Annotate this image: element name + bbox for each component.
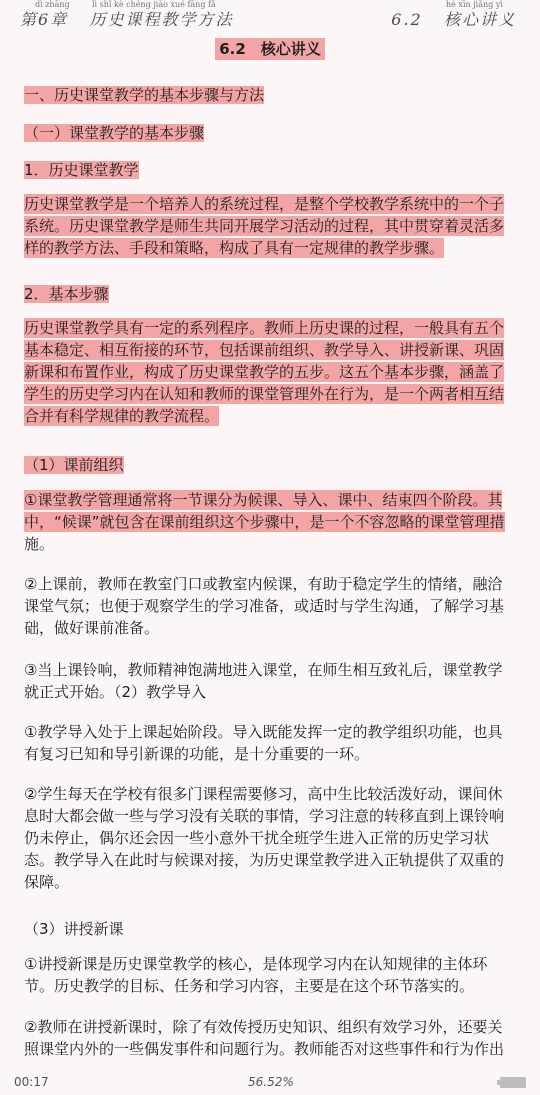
chapter-number: 第6章 [20, 10, 69, 29]
section-title-pinyin: hé xīn jiǎng yì [446, 0, 503, 9]
paragraph-6-text: ①教学导入处于上课起始阶段。导入既能发挥一定的教学组织功能，也具有复习已知和导引新课的功能，是十分重要的一环。 [24, 723, 503, 763]
heading-pre-class [24, 454, 124, 475]
paragraph-7 [24, 783, 508, 893]
paragraph-6 [24, 721, 508, 765]
section-title: 核心讲义 [443, 10, 516, 29]
chapter-pinyin: dì zhāng [35, 0, 70, 9]
heading-level2 [24, 122, 204, 143]
section-number: 6.2 [391, 10, 423, 29]
paragraph-4-text: ②上课前，教师在教室门口或教室内候课，有助于稳定学生的情绪，融洽课堂气氛；也便于观察学生的学习准备，或适时与学生沟通，了解学习基础，做好课前准备。 [24, 575, 505, 637]
chapter-title: 历史课程教学方法 [89, 10, 234, 29]
paragraph-9-text: ②教师在讲授新课时，除了有效传授历史知识、组织有效学习外，还要关照课堂内外的一些偶发事件和问题行为。教师能否对这些事件和行为作出 [24, 1018, 505, 1058]
chapter-title-pinyin: lì shǐ kè chéng jiào xué fāng fǎ [92, 0, 216, 9]
reading-progress: 56.52% [248, 1075, 294, 1089]
heading-step1-text: 1．历史课堂教学 [24, 161, 139, 179]
heading-level1 [24, 84, 264, 105]
heading-new-lesson [24, 918, 124, 939]
section-label [391, 7, 516, 30]
paragraph-1-text: 历史课堂教学是一个培养人的系统过程，是整个学校教学系统中的一个子系统。历史课堂教学是师生共同开展学习活动的过程，其中贯穿着灵活多样的教学方法、手段和策略，构成了具有一定规律的教学步骤。 [24, 195, 505, 257]
paragraph-5-text: ③当上课铃响，教师精神饱满地进入课堂，在师生相互致礼后，课堂教学就正式开始。（2）教学导入 [24, 661, 503, 701]
paragraph-5 [24, 659, 508, 703]
heading-level2-text: （一）课堂教学的基本步骤 [24, 124, 205, 142]
heading-pre-class-text: （1）课前组织 [24, 456, 124, 474]
paragraph-2-text: 历史课堂教学具有一定的系列程序。教师上历史课的过程，一般具有五个基本稳定、相互衔接的环节，包括课前组织、教学导入、讲授新课、巩固新课和布置作业，构成了历史课堂教学的五步。这五个基本步骤，涵盖了学生的历史学习内在认知和教师的课堂管理外在行为，是一个两者相互结合并有科学规律的教学流程。 [24, 319, 505, 425]
status-bar [0, 1070, 540, 1095]
paragraph-2 [24, 317, 508, 427]
paragraph-4 [24, 573, 508, 639]
page-title-text: 6.2 核心讲义 [215, 38, 325, 60]
paragraph-3 [24, 489, 508, 555]
paragraph-1 [24, 193, 508, 259]
heading-step2-text: 2．基本步骤 [24, 285, 109, 303]
heading-new-lesson-text: （3）讲授新课 [24, 920, 124, 938]
paragraph-8 [24, 953, 508, 997]
clock: 00:17 [14, 1075, 49, 1089]
paragraph-8-text: ①讲授新课是历史课堂教学的核心，是体现学习内在认知规律的主体环节。历史教学的目标、任务和学习内容，主要是在这个环节落实的。 [24, 955, 488, 995]
paragraph-7-text: ②学生每天在学校有很多门课程需要修习，高中生比较活泼好动，课间休息时大都会做一些与学习没有关联的事情，学习注意的转移直到上课铃响仍未停止，偶尔还会因一些小意外干扰全班学生进入正常的历史学习状态。教学导入在此时与候课对接，为历史课堂教学进入正轨提供了双重的保障。 [24, 785, 505, 891]
paragraph-3-highlight: ①课堂教学管理通常将一节课分为候课、导入、课中、结束四个阶段。其中，“候课”就包含在课前组织这个步骤中，是一个不容忽略的课堂管理措 [24, 491, 505, 531]
page-header [0, 0, 540, 30]
paragraph-3-rest: 施。 [24, 535, 55, 553]
page-title [0, 38, 540, 59]
battery-icon [500, 1077, 526, 1088]
heading-step1 [24, 159, 139, 180]
heading-step2 [24, 283, 109, 304]
chapter-label [20, 7, 233, 30]
heading-level1-text: 一、历史课堂教学的基本步骤与方法 [24, 86, 265, 104]
paragraph-9 [24, 1016, 508, 1060]
